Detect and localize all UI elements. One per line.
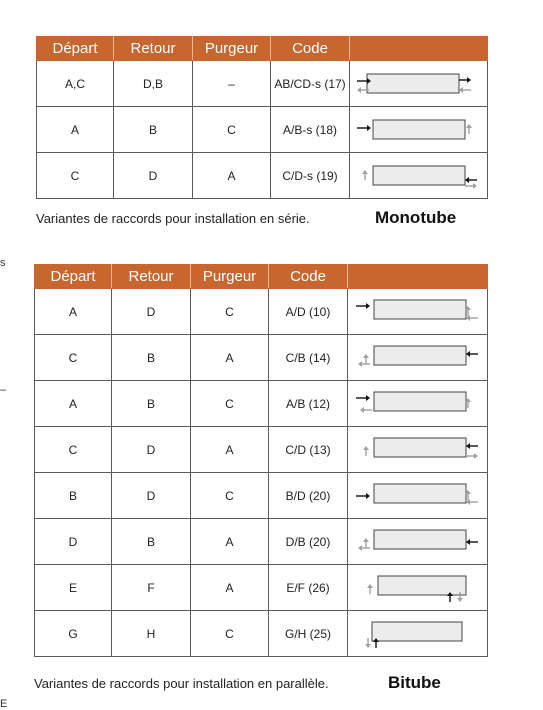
purgeur-cell: C <box>191 611 269 657</box>
table-row <box>35 519 488 565</box>
purgeur-cell: A <box>191 565 269 611</box>
header-depart: Départ <box>35 265 112 289</box>
purgeur-cell: – <box>193 61 271 107</box>
diagram-cell <box>348 289 488 335</box>
header-purgeur: Purgeur <box>193 37 271 61</box>
margin-fragment-3: E <box>0 698 8 710</box>
radiator-connection-diagram <box>356 570 480 606</box>
flow-arrow-dark-icon <box>466 443 478 449</box>
diagram-cell <box>350 107 488 153</box>
retour-cell: B <box>112 381 191 427</box>
diagram-cell <box>348 335 488 381</box>
retour-cell: D <box>112 427 191 473</box>
depart-cell: A <box>37 107 114 153</box>
flow-arrow-dark-icon <box>466 539 478 545</box>
diagram-cell <box>348 611 488 657</box>
code-cell: C/B (14) <box>269 335 348 381</box>
radiator-icon <box>374 300 466 319</box>
code-cell: E/F (26) <box>269 565 348 611</box>
header-retour: Retour <box>112 265 191 289</box>
parallel-table-header <box>35 265 488 289</box>
radiator-connection-diagram <box>356 478 480 514</box>
radiator-connection-diagram <box>356 432 480 468</box>
radiator-icon <box>374 484 466 503</box>
retour-cell: D <box>112 289 191 335</box>
diagram-cell <box>350 153 488 199</box>
table-row <box>35 289 488 335</box>
retour-cell: D,B <box>114 61 193 107</box>
radiator-icon <box>378 576 466 595</box>
flow-arrow-light-icon <box>365 638 371 648</box>
flow-arrow-light-icon <box>362 170 368 180</box>
flow-arrow-light-icon <box>465 183 477 189</box>
diagram-cell <box>348 427 488 473</box>
radiator-icon <box>373 120 465 139</box>
purgeur-cell: A <box>191 427 269 473</box>
purgeur-cell: C <box>191 289 269 335</box>
purgeur-cell: A <box>191 519 269 565</box>
series-table-body <box>37 61 488 199</box>
radiator-connection-diagram <box>356 294 480 330</box>
parallel-table-body <box>35 289 488 657</box>
radiator-connection-diagram <box>357 112 481 148</box>
flow-arrow-light-icon <box>358 361 370 367</box>
header-diagram <box>350 37 488 61</box>
flow-arrow-dark-icon <box>356 303 370 309</box>
purgeur-cell: C <box>193 107 271 153</box>
table-row <box>35 381 488 427</box>
flow-arrow-dark-icon <box>465 177 477 183</box>
depart-cell: A <box>35 381 112 427</box>
flow-arrow-light-icon <box>360 407 372 413</box>
purgeur-cell: A <box>191 335 269 381</box>
table-row <box>35 427 488 473</box>
code-cell: A/D (10) <box>269 289 348 335</box>
depart-cell: G <box>35 611 112 657</box>
code-cell: A/B (12) <box>269 381 348 427</box>
flow-arrow-light-icon <box>363 538 369 548</box>
code-cell: A/B-s (18) <box>271 107 350 153</box>
radiator-connection-diagram <box>357 158 481 194</box>
table-row <box>37 107 488 153</box>
parallel-connection-table <box>34 264 488 657</box>
series-tag: Monotube <box>375 208 457 227</box>
header-code: Code <box>269 265 348 289</box>
diagram-cell <box>348 473 488 519</box>
header-diagram <box>348 265 488 289</box>
radiator-icon <box>367 74 459 93</box>
radiator-connection-diagram <box>357 66 481 102</box>
code-cell: G/H (25) <box>269 611 348 657</box>
purgeur-cell: C <box>191 473 269 519</box>
flow-arrow-light-icon <box>466 453 478 459</box>
diagram-cell <box>348 565 488 611</box>
depart-cell: C <box>37 153 114 199</box>
table-row <box>35 565 488 611</box>
code-cell: C/D-s (19) <box>271 153 350 199</box>
flow-arrow-dark-icon <box>466 351 478 357</box>
diagram-cell <box>350 61 488 107</box>
depart-cell: A,C <box>37 61 114 107</box>
retour-cell: H <box>112 611 191 657</box>
radiator-icon <box>374 438 466 457</box>
flow-arrow-dark-icon <box>356 493 370 499</box>
header-depart: Départ <box>37 37 114 61</box>
radiator-connection-diagram <box>356 524 480 560</box>
parallel-caption: Variantes de raccords pour installation en parallèle. <box>34 676 329 691</box>
parallel-tag: Bitube <box>388 673 441 692</box>
flow-arrow-light-icon <box>459 87 471 93</box>
retour-cell: B <box>112 519 191 565</box>
retour-cell: F <box>112 565 191 611</box>
radiator-icon <box>374 530 466 549</box>
series-connection-table <box>36 36 488 199</box>
purgeur-cell: A <box>193 153 271 199</box>
flow-arrow-light-icon <box>358 545 370 551</box>
depart-cell: E <box>35 565 112 611</box>
series-table-header <box>37 37 488 61</box>
retour-cell: D <box>114 153 193 199</box>
depart-cell: B <box>35 473 112 519</box>
flow-arrow-light-icon <box>466 124 472 134</box>
series-caption: Variantes de raccords pour installation en série. <box>36 211 310 226</box>
retour-cell: B <box>114 107 193 153</box>
radiator-icon <box>374 392 466 411</box>
purgeur-cell: C <box>191 381 269 427</box>
code-cell: C/D (13) <box>269 427 348 473</box>
header-purgeur: Purgeur <box>191 265 269 289</box>
radiator-connection-diagram <box>356 616 480 652</box>
margin-fragment-1: s <box>0 257 6 269</box>
depart-cell: A <box>35 289 112 335</box>
table-row <box>35 611 488 657</box>
flow-arrow-light-icon <box>363 446 369 456</box>
margin-fragment-2: – <box>0 384 7 396</box>
diagram-cell <box>348 519 488 565</box>
flow-arrow-dark-icon <box>356 395 370 401</box>
retour-cell: B <box>112 335 191 381</box>
depart-cell: C <box>35 427 112 473</box>
table-row <box>35 473 488 519</box>
flow-arrow-light-icon <box>363 354 369 364</box>
code-cell: AB/CD-s (17) <box>271 61 350 107</box>
code-cell: D/B (20) <box>269 519 348 565</box>
radiator-connection-diagram <box>356 386 480 422</box>
radiator-icon <box>373 166 465 185</box>
radiator-icon <box>372 622 462 641</box>
table-row <box>37 61 488 107</box>
depart-cell: C <box>35 335 112 381</box>
table-row <box>35 335 488 381</box>
flow-arrow-dark-icon <box>357 125 371 131</box>
table-row <box>37 153 488 199</box>
flow-arrow-dark-icon <box>459 77 471 83</box>
radiator-icon <box>374 346 466 365</box>
header-code: Code <box>271 37 350 61</box>
radiator-connection-diagram <box>356 340 480 376</box>
header-retour: Retour <box>114 37 193 61</box>
code-cell: B/D (20) <box>269 473 348 519</box>
diagram-cell <box>348 381 488 427</box>
depart-cell: D <box>35 519 112 565</box>
retour-cell: D <box>112 473 191 519</box>
flow-arrow-light-icon <box>367 584 373 594</box>
